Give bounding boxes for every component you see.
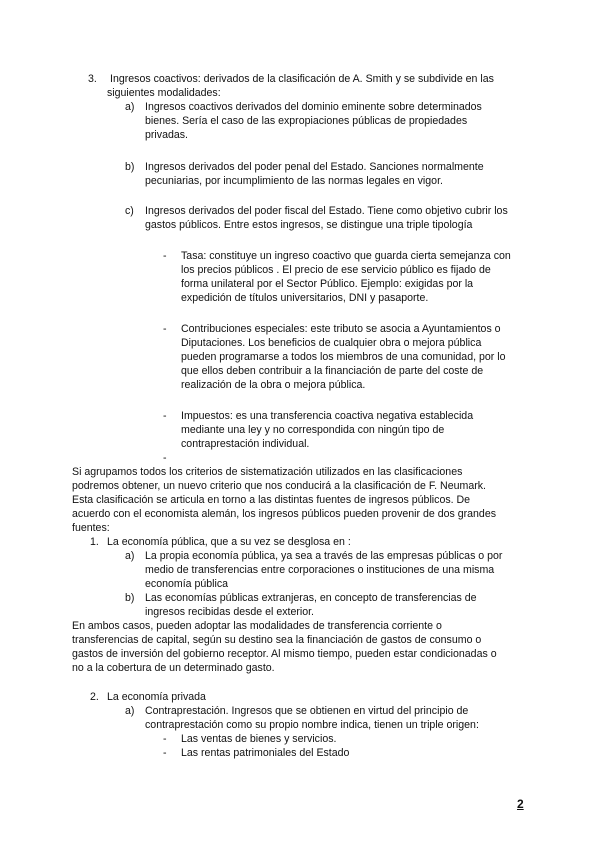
text-line: La economía pública, que a su vez se desglosa en : (107, 536, 351, 548)
text-line: Las ventas de bienes y servicios. (181, 733, 337, 745)
text-line: La propia economía pública, ya sea a través de las empresas públicas o por (145, 550, 503, 562)
text-line: contraprestación individual. (181, 438, 310, 450)
text-line: bienes. Sería el caso de las expropiaciones públicas de propiedades (145, 115, 468, 127)
text-line: b) (125, 161, 135, 173)
text-line: Ingresos derivados del poder fiscal del Estado. Tiene como objetivo cubrir los (145, 205, 508, 217)
text-line: - (163, 250, 167, 262)
text-line: 3. (88, 73, 97, 85)
text-line: podremos obtener, un nuevo criterio que nos conducirá a la clasificación de F. Neumark. (72, 480, 486, 492)
text-line: La economía privada (107, 691, 206, 703)
text-line: c) (125, 205, 134, 217)
text-line: Ingresos coactivos derivados del dominio eminente sobre determinados (145, 101, 482, 113)
text-line: Impuestos: es una transferencia coactiva negativa establecida (181, 410, 474, 422)
text-line: - (163, 323, 167, 335)
text-line: En ambos casos, pueden adoptar las modalidades de transferencia corriente o (72, 620, 442, 632)
text-line: pecuniarias, por incumplimiento de las normas legales en vigor. (145, 175, 443, 187)
text-line: fuentes: (72, 522, 110, 534)
text-line: gastos de inversión del gobierno receptor. Al mismo tiempo, pueden estar condicionadas o (72, 648, 497, 660)
text-line: - (163, 733, 167, 745)
text-line: a) (125, 705, 135, 717)
text-line: siguientes modalidades: (107, 87, 221, 99)
text-line: medio de transferencias entre corporaciones o instituciones de una misma (145, 564, 495, 576)
text-line: Esta clasificación se articula en torno a las distintas fuentes de ingresos públicos. De (72, 494, 471, 506)
text-line: Ingresos coactivos: derivados de la clasificación de A. Smith y se subdivide en las (110, 73, 494, 85)
text-line: Tasa: constituye un ingreso coactivo que guarda cierta semejanza con (181, 250, 511, 262)
text-line: Contribuciones especiales: este tributo se asocia a Ayuntamientos o (181, 323, 501, 335)
text-line: los precios públicos . El precio de ese servicio público es fijado de (181, 264, 491, 276)
text-line: expedición de títulos universitarios, DNI y pasaporte. (181, 292, 429, 304)
text-line: economía pública (145, 578, 229, 590)
text-line: a) (125, 101, 135, 113)
text-line: gastos públicos. Entre estos ingresos, se distingue una triple tipología (145, 219, 473, 231)
text-line: acuerdo con el economista alemán, los ingresos públicos pueden provenir de dos grandes (72, 508, 497, 520)
text-line: privadas. (145, 129, 188, 141)
text-line: contraprestación como su propio nombre indica, tienen un triple origen: (145, 719, 479, 731)
text-line: Contraprestación. Ingresos que se obtienen en virtud del principio de (145, 705, 469, 717)
text-line: realización de la obra o mejora pública. (181, 379, 366, 391)
text-line: transferencias de capital, según su destino sea la financiación de gastos de consumo o (72, 634, 482, 646)
text-line: mediante una ley y no correspondida con ningún tipo de (181, 424, 445, 436)
text-line: - (163, 410, 167, 422)
text-line: Ingresos derivados del poder penal del Estado. Sanciones normalmente (145, 161, 484, 173)
text-line: forma unilateral por el Sector Público. Ejemplo: exigidas por la (181, 278, 474, 290)
text-line: no a la cobertura de un determinado gasto. (72, 662, 275, 674)
text-line: - (163, 452, 167, 464)
text-line: Si agrupamos todos los criterios de sistematización utilizados en las clasificaciones (72, 466, 463, 478)
text-line: Las economías públicas extranjeras, en concepto de transferencias de (145, 592, 477, 604)
text-line: 1. (90, 536, 99, 548)
text-line: que ellos deben contribuir a la financiación de parte del coste de (181, 365, 484, 377)
text-line: Las rentas patrimoniales del Estado (181, 747, 350, 759)
text-line: b) (125, 592, 135, 604)
text-line: pueden programarse a todos los miembros de una comunidad, por lo (181, 351, 506, 363)
text-line: ingresos recibidas desde el exterior. (145, 606, 315, 618)
text-line: a) (125, 550, 135, 562)
text-line: - (163, 747, 167, 759)
page-number: 2 (517, 797, 524, 811)
text-line: Diputaciones. Los beneficios de cualquier obra o mejora pública (181, 337, 482, 349)
text-line: 2. (90, 691, 99, 703)
